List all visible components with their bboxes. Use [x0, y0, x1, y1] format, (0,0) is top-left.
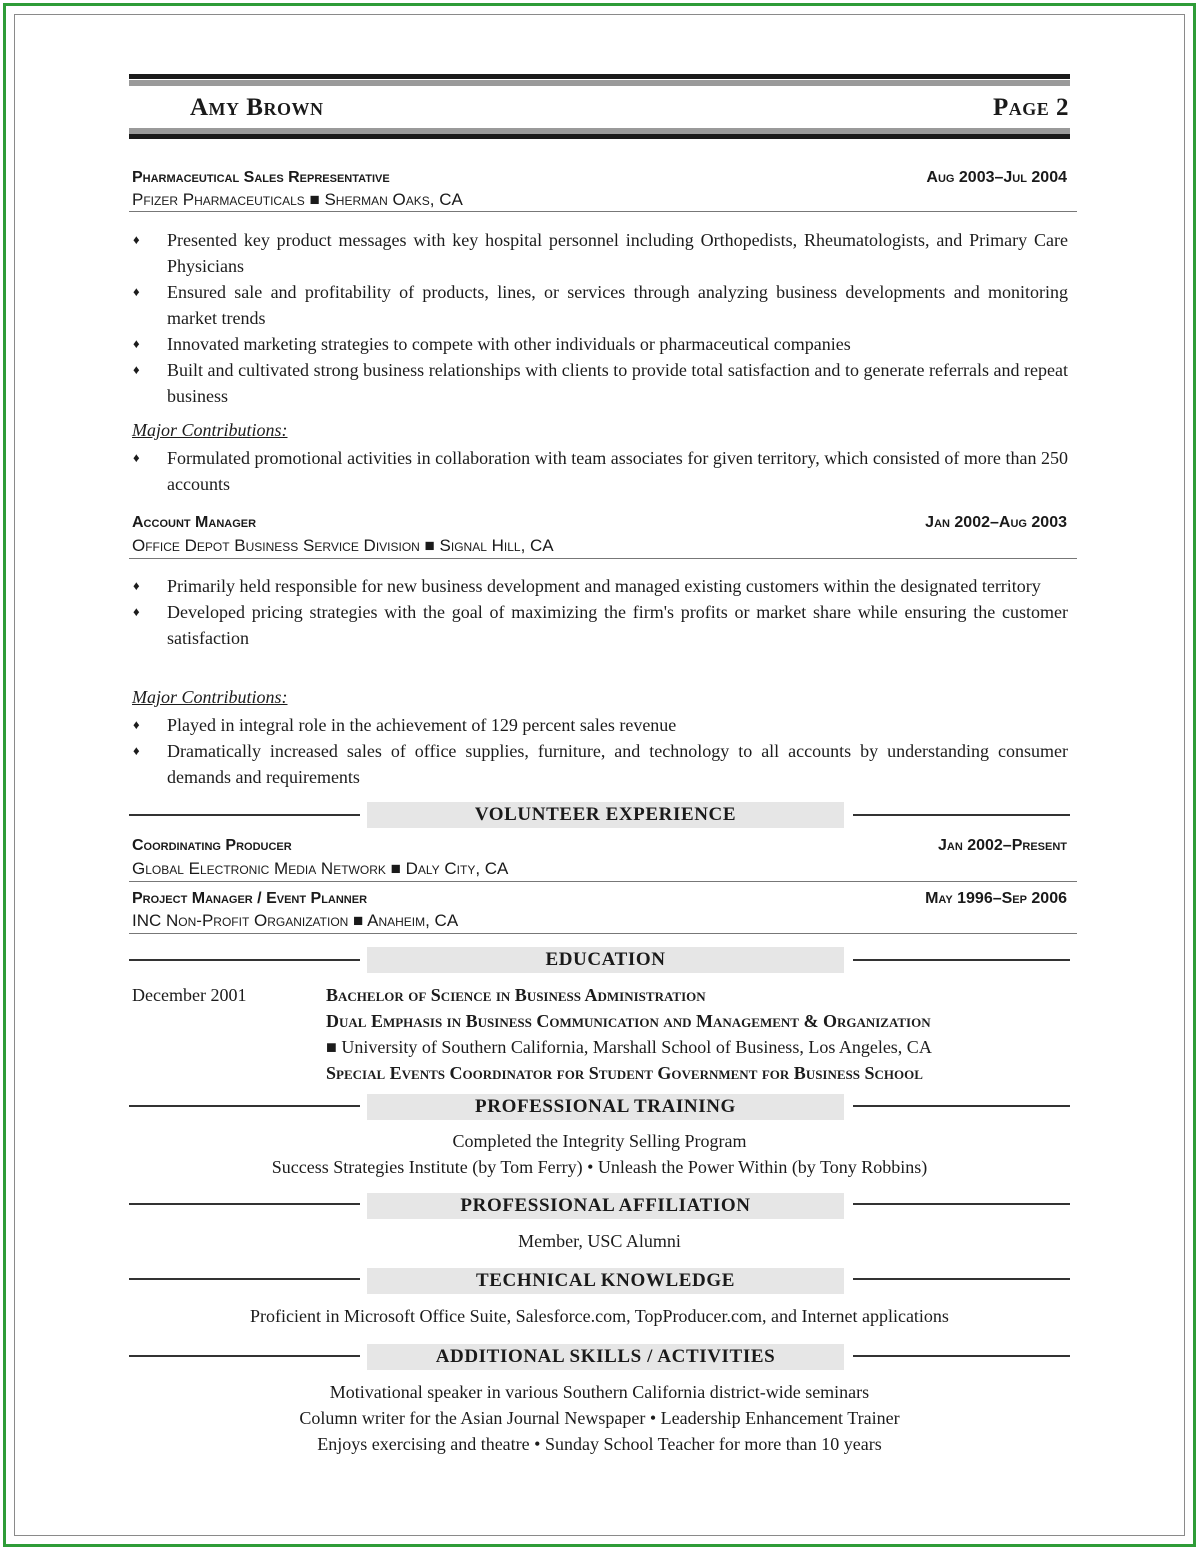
- education-degree: Bachelor of Science in Business Administration: [326, 985, 706, 1005]
- header-rule-top: [129, 74, 1070, 79]
- contribution-bullet: ♦ Played in integral role in the achievement of 129 percent sales revenue: [132, 712, 1068, 738]
- education-emphasis: Dual Emphasis in Business Communication and Management & Organization: [326, 1011, 931, 1031]
- section-rule-right: [853, 1203, 1070, 1205]
- section-heading-affiliation: PROFESSIONAL AFFILIATION: [367, 1193, 844, 1219]
- job-bullet: ♦ Primarily held responsible for new business development and managed existing customers within the designated territory: [132, 573, 1068, 599]
- training-line: Success Strategies Institute (by Tom Ferry) • Unleash the Power Within (by Tony Robbins): [271, 1157, 928, 1177]
- education-school: ■ University of Southern California, Marshall School of Business, Los Angeles, CA: [326, 1037, 932, 1057]
- header-rule-bottom: [129, 134, 1070, 139]
- volunteer-dates: May 1996–Sep 2006: [925, 890, 1067, 907]
- affiliation-line: Member, USC Alumni: [518, 1231, 681, 1251]
- job-bullet: ♦ Presented key product messages with key hospital personnel including Orthopedists, Rheumatologists, and Primary Care Physicians: [132, 227, 1068, 279]
- contribution-bullet: ♦ Formulated promotional activities in collaboration with team associates for given territory, which consisted of more than 250 accounts: [132, 445, 1068, 497]
- job-bullet: ♦ Ensured sale and profitability of products, lines, or services through analyzing business developments and monitoring market trends: [132, 279, 1068, 331]
- section-heading-education: EDUCATION: [367, 947, 844, 973]
- job-bullet: ♦ Developed pricing strategies with the goal of maximizing the firm's profits or market share while ensuring the customer satisfaction: [132, 599, 1068, 651]
- section-heading-volunteer: VOLUNTEER EXPERIENCE: [367, 802, 844, 828]
- volunteer-divider: [129, 933, 1077, 934]
- skills-line: Motivational speaker in various Southern California district-wide seminars: [329, 1382, 870, 1402]
- section-rule-right: [853, 1278, 1070, 1280]
- contributions-list: [132, 712, 1068, 790]
- section-rule-left: [129, 1105, 360, 1107]
- volunteer-org: Global Electronic Media Network ■ Daly City, CA: [132, 859, 509, 878]
- header-rule-top-shade: [129, 80, 1070, 86]
- job-title: Account Manager: [132, 514, 257, 531]
- section-rule-left: [129, 1355, 360, 1357]
- education-role: Special Events Coordinator for Student Government for Business School: [326, 1063, 923, 1083]
- volunteer-org: INC Non-Profit Organization ■ Anaheim, CA: [132, 911, 459, 930]
- section-heading-training: PROFESSIONAL TRAINING: [367, 1094, 844, 1120]
- section-heading-skills: ADDITIONAL SKILLS / ACTIVITIES: [367, 1344, 844, 1370]
- job-title: Pharmaceutical Sales Representative: [132, 169, 390, 186]
- volunteer-title: Project Manager / Event Planner: [132, 890, 368, 907]
- job-divider: [129, 558, 1077, 559]
- training-line: Completed the Integrity Selling Program: [452, 1131, 747, 1151]
- education-date: December 2001: [132, 985, 247, 1005]
- section-heading-technical: TECHNICAL KNOWLEDGE: [367, 1268, 844, 1294]
- job-bullet: ♦ Innovated marketing strategies to compete with other individuals or pharmaceutical companies: [132, 331, 1068, 357]
- job-bullet: ♦ Built and cultivated strong business relationships with clients to provide total satisfaction and to generate referrals and repeat business: [132, 357, 1068, 409]
- volunteer-divider: [129, 881, 1077, 882]
- section-rule-left: [129, 1278, 360, 1280]
- skills-line: Enjoys exercising and theatre • Sunday School Teacher for more than 10 years: [317, 1434, 882, 1454]
- job-divider: [129, 211, 1077, 212]
- contributions-heading: Major Contributions:: [132, 420, 288, 440]
- skills-line: Column writer for the Asian Journal Newspaper • Leadership Enhancement Trainer: [299, 1408, 900, 1428]
- page-number: Page 2: [992, 94, 1069, 121]
- volunteer-title: Coordinating Producer: [132, 837, 292, 854]
- section-rule-right: [853, 1105, 1070, 1107]
- section-rule-left: [129, 814, 360, 816]
- job-bullet-list: [132, 227, 1068, 409]
- contributions-list: [132, 445, 1068, 497]
- section-rule-left: [129, 1203, 360, 1205]
- job-employer: Pfizer Pharmaceuticals ■ Sherman Oaks, CA: [132, 190, 463, 209]
- job-dates: Aug 2003–Jul 2004: [926, 169, 1067, 186]
- contributions-heading: Major Contributions:: [132, 687, 288, 707]
- job-employer: Office Depot Business Service Division ■ Signal Hill, CA: [132, 536, 554, 555]
- technical-line: Proficient in Microsoft Office Suite, Salesforce.com, TopProducer.com, and Internet applications: [250, 1306, 949, 1326]
- section-rule-right: [853, 814, 1070, 816]
- section-rule-right: [853, 1355, 1070, 1357]
- resume-name: Amy Brown: [190, 94, 324, 121]
- job-dates: Jan 2002–Aug 2003: [925, 514, 1067, 531]
- contribution-bullet: ♦ Dramatically increased sales of office supplies, furniture, and technology to all accounts by understanding consumer demands and requirements: [132, 738, 1068, 790]
- section-rule-left: [129, 959, 360, 961]
- volunteer-dates: Jan 2002–Present: [937, 837, 1067, 854]
- job-bullet-list: [132, 573, 1068, 651]
- section-rule-right: [853, 959, 1070, 961]
